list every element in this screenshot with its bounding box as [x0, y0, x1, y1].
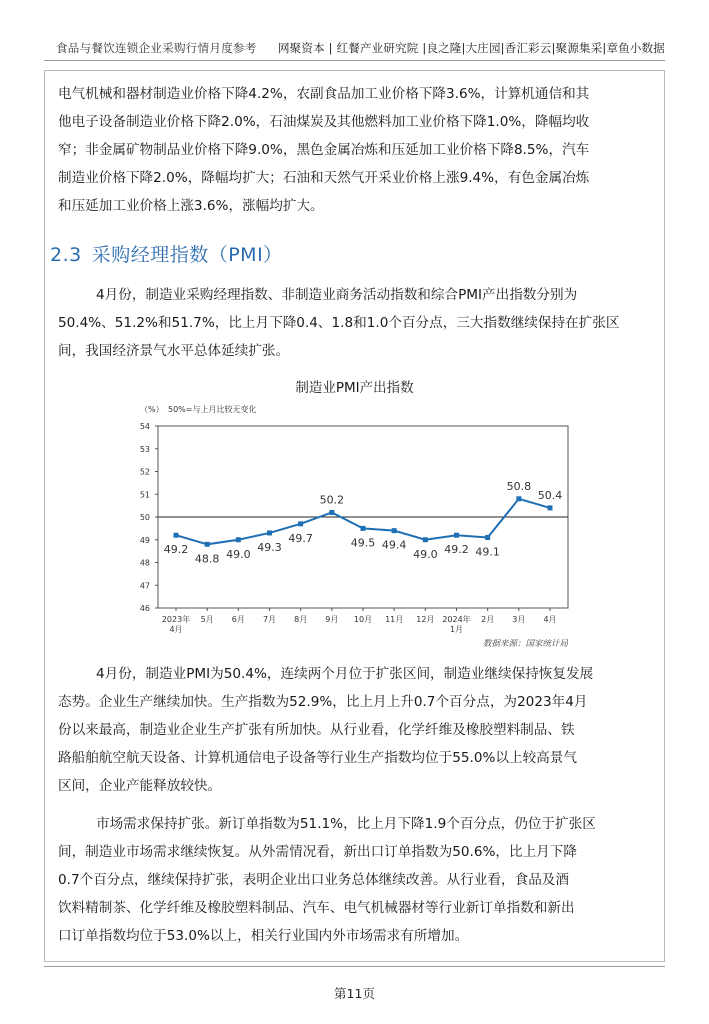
body-paragraph-1 [58, 660, 658, 800]
report-title: 食品与餐饮连锁企业采购行情月度参考 [56, 41, 257, 55]
y-tick-label: 49 [139, 535, 150, 545]
y-tick-label: 47 [139, 581, 150, 591]
x-tick-label: 11月 [385, 615, 404, 624]
paragraph-line: 路船舶航空航天设备、计算机通信电子设备等行业生产指数均位于55.0%以上较高景气 [58, 750, 577, 766]
paragraph-line: 口订单指数均位于53.0%以上，相关行业国内外市场需求有所增加。 [58, 928, 469, 944]
section-heading [50, 240, 283, 267]
x-tick-label: 9月 [325, 615, 339, 624]
pmi-paragraph [58, 281, 658, 365]
paragraph-line: 间，我国经济景气水平总体延续扩张。 [58, 343, 290, 359]
pmi-data-label: 49.7 [288, 531, 313, 545]
x-tick-label: 2023年 4月 [161, 615, 191, 634]
pmi-data-point [548, 505, 553, 510]
publisher-list: 网聚资本 | 红餐产业研究院 |良之隆|大庄园|香汇彩云|聚源集采|章鱼小数据 [277, 41, 665, 55]
pmi-data-point [298, 521, 303, 526]
paragraph-line: 电气机械和器材制造业价格下降4.2%，农副食品加工业价格下降3.6%，计算机通信和其 [58, 86, 590, 102]
pmi-data-point [361, 526, 366, 531]
pmi-data-point [454, 533, 459, 538]
section-number: 2.3 [50, 244, 82, 266]
paragraph-line: 市场需求保持扩张。新订单指数为51.1%，比上月下降1.9个百分点，仍位于扩张区 [96, 816, 596, 832]
y-tick-label: 51 [139, 490, 150, 500]
pmi-data-label: 50.2 [319, 493, 345, 507]
paragraph-line: 区间，企业产能释放较快。 [58, 778, 222, 794]
paragraph-line: 份以来最高，制造业企业生产扩张有所加快。从行业看，化学纤维及橡胶塑料制品、铁 [58, 722, 575, 738]
paragraph-line: 4月份，制造业采购经理指数、非制造业商务活动指数和综合PMI产出指数分别为 [96, 287, 578, 303]
y-tick-label: 53 [139, 444, 150, 454]
pmi-data-label: 49.1 [475, 545, 500, 559]
pmi-data-label: 49.2 [163, 543, 189, 557]
footer-divider [44, 966, 665, 967]
pmi-data-label: 49.4 [381, 538, 407, 552]
pmi-data-point [516, 496, 521, 501]
pmi-data-point [267, 530, 272, 535]
paragraph-line: 饮料精制茶、化学纤维及橡胶塑料制品、汽车、电气机械器材等行业新订单指数和新出 [58, 900, 575, 916]
paragraph-line: 0.7个百分点，继续保持扩张，表明企业出口业务总体继续改善。从行业看，食品及酒 [58, 872, 569, 888]
pmi-data-label: 49.0 [413, 547, 438, 561]
x-tick-label: 5月 [200, 615, 214, 624]
x-tick-label: 3月 [512, 615, 526, 624]
data-source: 数据来源：国家统计局 [482, 639, 568, 649]
paragraph-line: 他电子设备制造业价格下降2.0%，石油煤炭及其他燃料加工业价格下降1.0%，降幅均收 [58, 114, 590, 130]
page-number: 第11页 [334, 986, 375, 1001]
pmi-data-point [174, 533, 179, 538]
y-axis-unit: （%） [140, 405, 164, 414]
pmi-data-point [236, 537, 241, 542]
x-tick-label: 2024年 1月 [442, 615, 471, 634]
intro-paragraph [58, 80, 658, 220]
paragraph-line: 50.4%、51.2%和51.7%，比上月下降0.4、1.8和1.0个百分点，三大指数继续保持在扩张区 [58, 315, 620, 331]
x-tick-label: 7月 [262, 615, 277, 624]
x-tick-label: 4月 [543, 615, 557, 624]
y-tick-label: 54 [139, 422, 150, 431]
pmi-data-point [205, 542, 210, 547]
x-tick-label: 6月 [231, 615, 245, 624]
paragraph-line: 窄；非金属矿物制品业价格下降9.0%，黑色金属冶炼和压延加工业价格下降8.5%，汽车 [58, 142, 590, 158]
paragraph-line: 态势。企业生产继续加快。生产指数为52.9%，比上月上升0.7个百分点，为2023年4月 [58, 694, 588, 710]
chart-note: 50%=与上月比较无变化 [168, 405, 257, 414]
x-tick-label: 10月 [353, 615, 373, 624]
x-tick-label: 2月 [481, 615, 495, 624]
pmi-data-label: 49.3 [257, 540, 282, 554]
pmi-data-label: 49.2 [444, 543, 469, 557]
section-title: 采购经理指数（PMI） [91, 244, 283, 266]
y-tick-label: 50 [139, 513, 150, 522]
pmi-data-point [329, 510, 334, 515]
paragraph-line: 和压延加工业价格上涨3.6%，涨幅均扩大。 [58, 198, 324, 214]
paragraph-line: 制造业价格下降2.0%，降幅均扩大；石油和天然气开采业价格上涨9.4%，有色金属冶炼 [58, 170, 590, 186]
header-divider [44, 60, 665, 61]
x-tick-label: 8月 [294, 615, 308, 624]
paragraph-line: 4月份，制造业PMI为50.4%，连续两个月位于扩张区间，制造业继续保持恢复发展 [96, 666, 594, 682]
pmi-data-point [485, 535, 490, 540]
pmi-data-label: 49.0 [226, 547, 251, 561]
page-header [0, 34, 709, 62]
y-tick-label: 46 [139, 604, 150, 613]
pmi-data-label: 48.8 [194, 552, 220, 566]
pmi-data-label: 50.4 [537, 488, 563, 502]
pmi-data-label: 49.5 [350, 536, 376, 550]
pmi-line-chart [120, 398, 580, 658]
y-tick-label: 52 [139, 467, 150, 477]
chart-title: 制造业PMI产出指数 [295, 380, 414, 396]
body-paragraph-2 [58, 810, 658, 950]
pmi-data-point [423, 537, 428, 542]
pmi-data-label: 50.8 [506, 479, 532, 493]
paragraph-line: 间，制造业市场需求继续恢复。从外需情况看，新出口订单指数为50.6%，比上月下降 [58, 844, 577, 860]
y-tick-label: 48 [139, 558, 150, 568]
pmi-data-point [392, 528, 397, 533]
x-tick-label: 12月 [416, 615, 435, 624]
